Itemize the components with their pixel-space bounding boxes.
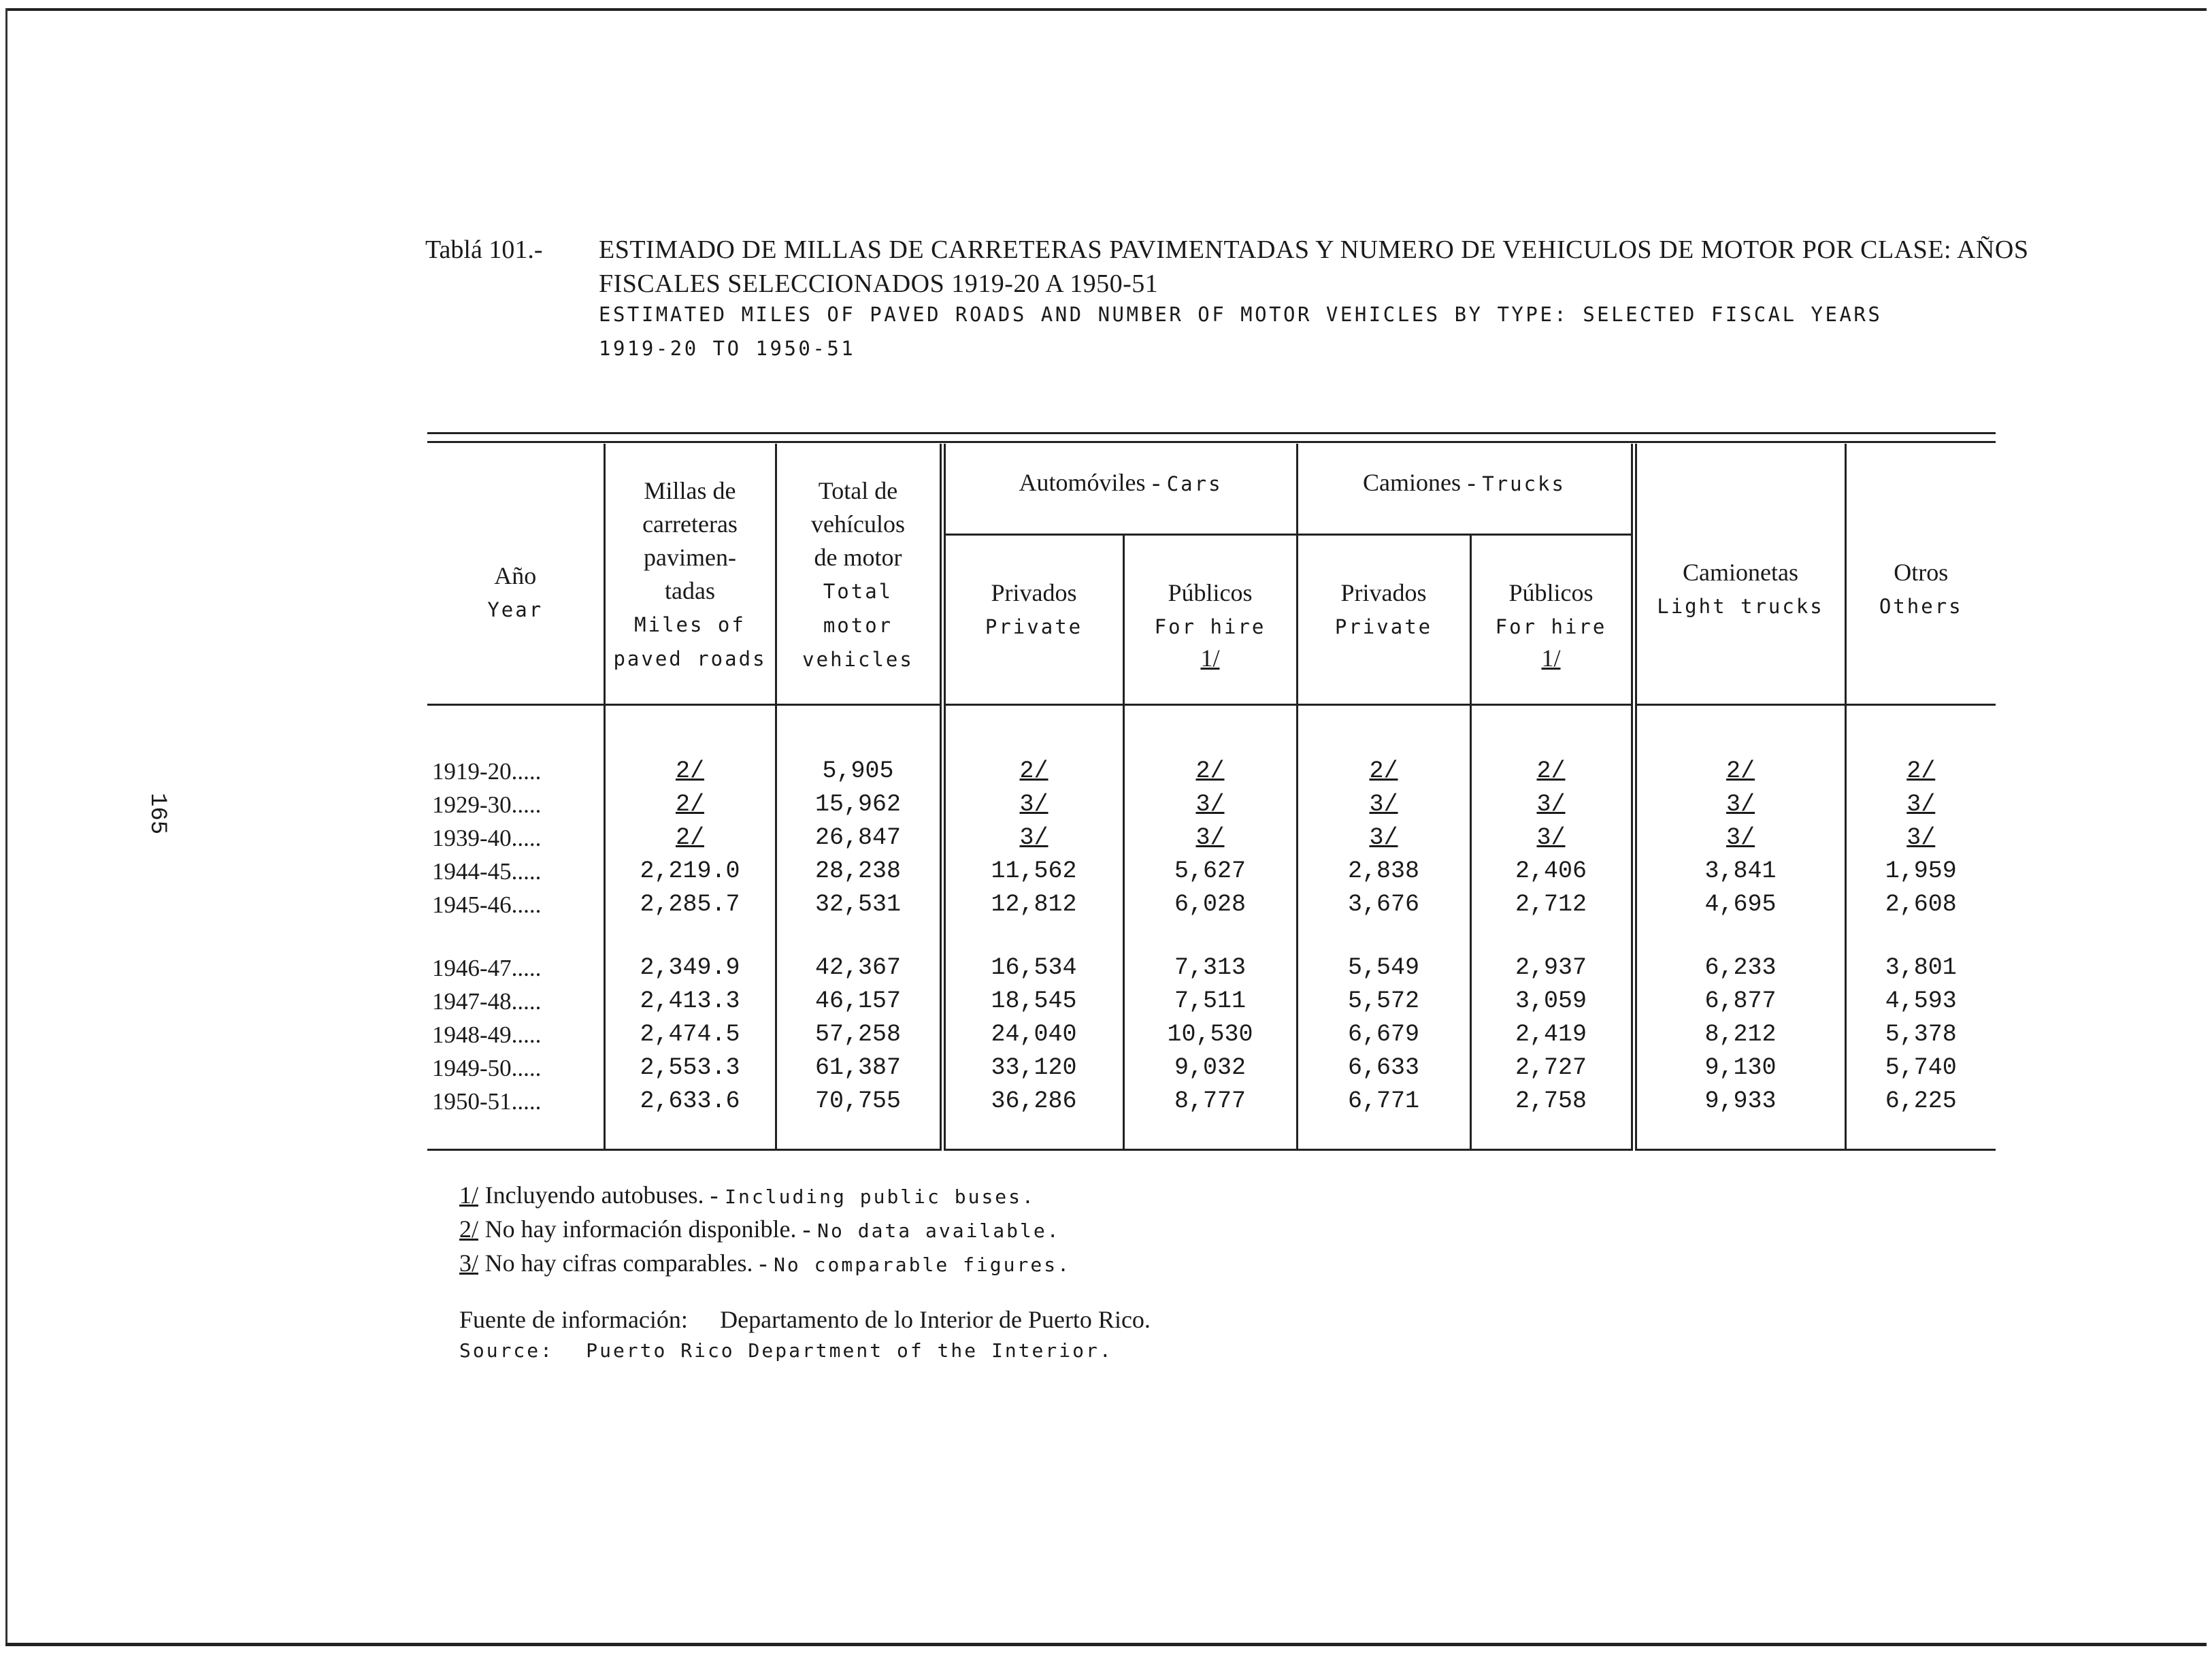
footnotes <box>459 1181 1956 1283</box>
spacer-cell <box>1634 921 1845 951</box>
header-trucks-private-es: Privados <box>1340 579 1427 606</box>
header-cars-private-es: Privados <box>991 579 1077 606</box>
header-total-es-3: de motor <box>814 544 902 571</box>
light-trucks-cell: 9,130 <box>1634 1051 1845 1085</box>
total-vehicles-cell: 46,157 <box>776 985 942 1018</box>
spacer-cell <box>1845 921 1996 951</box>
table-label: Tablá 101.- <box>425 235 543 264</box>
header-light-trucks <box>1634 444 1845 705</box>
spacer-cell <box>1297 705 1470 755</box>
year-cell: 1946-47..... <box>432 955 542 981</box>
cars-public-cell: 10,530 <box>1123 1018 1297 1051</box>
light-trucks-cell: 4,695 <box>1634 888 1845 921</box>
trucks-private-cell: 3/ <box>1297 821 1470 855</box>
header-total-en-1: Total <box>823 580 893 603</box>
header-trucks-en: Trucks <box>1482 472 1566 495</box>
table-row <box>427 1018 1996 1051</box>
year-cell: 1944-45..... <box>432 858 542 885</box>
spacer-cell <box>1845 705 1996 755</box>
header-year <box>427 444 604 705</box>
source-english <box>459 1339 1956 1373</box>
footnote-1-mark: 1/ <box>459 1181 479 1209</box>
cars-private-cell: 12,812 <box>942 888 1123 921</box>
others-cell: 3,801 <box>1845 951 1996 985</box>
table-row <box>427 755 1996 788</box>
header-trucks-public-es: Públicos <box>1508 579 1594 606</box>
header-cars-group <box>942 444 1297 535</box>
header-trucks-public-footnote-ref: 1/ <box>1541 644 1561 672</box>
trucks-public-cell: 2/ <box>1470 755 1634 788</box>
total-vehicles-cell: 26,847 <box>776 821 942 855</box>
trucks-private-cell: 6,633 <box>1297 1051 1470 1085</box>
light-trucks-cell: 6,877 <box>1634 985 1845 1018</box>
footnote-3-en: No comparable figures. <box>774 1254 1071 1276</box>
others-cell: 2/ <box>1845 755 1996 788</box>
spacer-cell <box>427 1118 604 1150</box>
others-cell: 6,225 <box>1845 1085 1996 1118</box>
source-es-label: Fuente de información: <box>459 1306 688 1333</box>
cars-public-cell: 7,313 <box>1123 951 1297 985</box>
spacer-row <box>427 921 1996 951</box>
trucks-private-cell: 6,679 <box>1297 1018 1470 1051</box>
trucks-public-cell: 2,758 <box>1470 1085 1634 1118</box>
header-light-trucks-es: Camionetas <box>1683 559 1798 586</box>
header-cars-en: Cars <box>1166 472 1223 495</box>
miles-cell: 2,219.0 <box>604 855 776 888</box>
header-trucks-private <box>1297 535 1470 705</box>
header-cars-public-es: Públicos <box>1168 579 1253 606</box>
footnote-1-es: Incluyendo autobuses. - <box>484 1181 719 1209</box>
cars-private-cell: 11,562 <box>942 855 1123 888</box>
year-cell: 1949-50..... <box>432 1055 542 1081</box>
header-total-es-2: vehículos <box>811 510 905 538</box>
spacer-cell <box>1845 1118 1996 1150</box>
table-row <box>427 1085 1996 1118</box>
header-total-vehicles <box>776 444 942 705</box>
footnote-2 <box>459 1215 1956 1249</box>
source-en-label: Source: <box>459 1339 555 1362</box>
light-trucks-cell: 6,233 <box>1634 951 1845 985</box>
cars-public-cell: 9,032 <box>1123 1051 1297 1085</box>
cars-private-cell: 36,286 <box>942 1085 1123 1118</box>
trucks-public-cell: 2,419 <box>1470 1018 1634 1051</box>
spacer-cell <box>942 1118 1123 1150</box>
light-trucks-cell: 3/ <box>1634 821 1845 855</box>
source-spanish <box>459 1305 1956 1339</box>
trucks-private-cell: 3,676 <box>1297 888 1470 921</box>
header-miles-es-4: tadas <box>665 577 715 604</box>
others-cell: 5,378 <box>1845 1018 1996 1051</box>
page-left-border <box>5 8 7 1646</box>
table-row <box>427 888 1996 921</box>
cars-private-cell: 3/ <box>942 821 1123 855</box>
table-title <box>425 235 2029 371</box>
miles-cell: 2/ <box>604 788 776 821</box>
footnote-2-mark: 2/ <box>459 1215 479 1243</box>
spacer-cell <box>604 705 776 755</box>
year-cell: 1919-20..... <box>432 758 542 785</box>
title-spanish-line-2: FISCALES SELECCIONADOS 1919-20 A 1950-51 <box>599 269 1159 298</box>
header-cars-public-footnote-ref: 1/ <box>1200 644 1220 672</box>
footnote-2-es: No hay información disponible. - <box>484 1215 811 1243</box>
total-vehicles-cell: 32,531 <box>776 888 942 921</box>
footnote-1-en: Including public buses. <box>725 1185 1036 1208</box>
cars-private-cell: 24,040 <box>942 1018 1123 1051</box>
spacer-cell <box>1470 921 1634 951</box>
spacer-cell <box>942 921 1123 951</box>
table-row <box>427 951 1996 985</box>
footnote-3-es: No hay cifras comparables. - <box>484 1249 767 1277</box>
trucks-private-cell: 5,549 <box>1297 951 1470 985</box>
header-miles-es-3: pavimen- <box>644 544 736 571</box>
year-cell: 1948-49..... <box>432 1021 542 1048</box>
header-total-en-3: vehicles <box>802 648 914 671</box>
header-cars-public-en: For hire <box>1154 615 1266 638</box>
table-row <box>427 821 1996 855</box>
source-en-text: Puerto Rico Department of the Interior. <box>586 1339 1113 1362</box>
light-trucks-cell: 2/ <box>1634 755 1845 788</box>
year-cell: 1929-30..... <box>432 791 542 818</box>
header-miles-es-2: carreteras <box>642 510 738 538</box>
cars-public-cell: 6,028 <box>1123 888 1297 921</box>
cars-public-cell: 8,777 <box>1123 1085 1297 1118</box>
spacer-cell <box>942 705 1123 755</box>
total-vehicles-cell: 5,905 <box>776 755 942 788</box>
spacer-cell <box>1470 705 1634 755</box>
trucks-private-cell: 6,771 <box>1297 1085 1470 1118</box>
trucks-public-cell: 2,727 <box>1470 1051 1634 1085</box>
spacer-cell <box>604 1118 776 1150</box>
miles-cell: 2/ <box>604 821 776 855</box>
light-trucks-cell: 9,933 <box>1634 1085 1845 1118</box>
trucks-private-cell: 2,838 <box>1297 855 1470 888</box>
header-miles <box>604 444 776 705</box>
page-bottom-border <box>5 1643 2207 1646</box>
spacer-cell <box>604 921 776 951</box>
spacer-cell <box>776 705 942 755</box>
cars-public-cell: 3/ <box>1123 821 1297 855</box>
table-top-rule <box>427 432 1996 434</box>
spacer-cell <box>1123 705 1297 755</box>
header-year-es: Año <box>494 562 537 589</box>
others-cell: 1,959 <box>1845 855 1996 888</box>
footnote-1 <box>459 1181 1956 1215</box>
table-top-rule-2 <box>427 441 1996 443</box>
header-cars-private <box>942 535 1123 705</box>
others-cell: 4,593 <box>1845 985 1996 1018</box>
total-vehicles-cell: 61,387 <box>776 1051 942 1085</box>
header-cars-private-en: Private <box>985 615 1083 638</box>
total-vehicles-cell: 42,367 <box>776 951 942 985</box>
header-miles-en-2: paved roads <box>613 647 767 670</box>
trucks-public-cell: 2,937 <box>1470 951 1634 985</box>
spacer-cell <box>1123 921 1297 951</box>
light-trucks-cell: 8,212 <box>1634 1018 1845 1051</box>
footnote-3-mark: 3/ <box>459 1249 479 1277</box>
source-es-text: Departamento de lo Interior de Puerto Rico. <box>720 1306 1151 1333</box>
title-english-line-2: 1919-20 TO 1950-51 <box>599 337 856 360</box>
miles-cell: 2,413.3 <box>604 985 776 1018</box>
header-cars-es: Automóviles <box>1019 469 1146 496</box>
trucks-public-cell: 3/ <box>1470 821 1634 855</box>
trucks-private-cell: 2/ <box>1297 755 1470 788</box>
spacer-cell <box>776 1118 942 1150</box>
header-miles-en-1: Miles of <box>634 613 746 636</box>
cars-private-cell: 33,120 <box>942 1051 1123 1085</box>
spacer-cell <box>427 921 604 951</box>
trucks-public-cell: 3,059 <box>1470 985 1634 1018</box>
table-row <box>427 985 1996 1018</box>
header-total-es-1: Total de <box>818 477 898 504</box>
page-top-border <box>5 8 2207 11</box>
miles-cell: 2/ <box>604 755 776 788</box>
spacer-cell <box>1634 1118 1845 1150</box>
miles-cell: 2,553.3 <box>604 1051 776 1085</box>
spacer-cell <box>776 921 942 951</box>
header-year-en: Year <box>487 598 544 621</box>
miles-cell: 2,633.6 <box>604 1085 776 1118</box>
header-total-en-2: motor <box>823 614 893 637</box>
header-miles-es-1: Millas de <box>644 477 736 504</box>
spacer-cell <box>1297 921 1470 951</box>
spacer-cell <box>427 705 604 755</box>
cars-public-cell: 3/ <box>1123 788 1297 821</box>
header-cars-public <box>1123 535 1297 705</box>
cars-private-cell: 3/ <box>942 788 1123 821</box>
spacer-cell <box>1470 1118 1634 1150</box>
light-trucks-cell: 3,841 <box>1634 855 1845 888</box>
spacer-cell <box>1297 1118 1470 1150</box>
header-others <box>1845 444 1996 705</box>
others-cell: 2,608 <box>1845 888 1996 921</box>
table-row <box>427 1051 1996 1085</box>
trucks-private-cell: 3/ <box>1297 788 1470 821</box>
title-spanish-line-1: ESTIMADO DE MILLAS DE CARRETERAS PAVIMENTADAS Y NUMERO DE VEHICULOS DE MOTOR POR CLASE: AÑOS <box>599 235 2029 264</box>
spacer-cell <box>1634 705 1845 755</box>
total-vehicles-cell: 70,755 <box>776 1085 942 1118</box>
header-light-trucks-en: Light trucks <box>1657 595 1824 618</box>
total-vehicles-cell: 57,258 <box>776 1018 942 1051</box>
light-trucks-cell: 3/ <box>1634 788 1845 821</box>
others-cell: 3/ <box>1845 788 1996 821</box>
footnote-3 <box>459 1249 1956 1283</box>
year-cell: 1945-46..... <box>432 891 542 918</box>
header-trucks-group <box>1297 444 1634 535</box>
header-trucks-dash: - <box>1467 469 1476 496</box>
miles-cell: 2,474.5 <box>604 1018 776 1051</box>
year-cell: 1950-51..... <box>432 1088 542 1115</box>
header-others-en: Others <box>1879 595 1963 618</box>
header-cars-dash: - <box>1152 469 1161 496</box>
header-trucks-public-en: For hire <box>1495 615 1607 638</box>
cars-public-cell: 5,627 <box>1123 855 1297 888</box>
spacer-row <box>427 1118 1996 1150</box>
miles-cell: 2,285.7 <box>604 888 776 921</box>
cars-public-cell: 7,511 <box>1123 985 1297 1018</box>
footnote-2-en: No data available. <box>817 1220 1061 1242</box>
header-others-es: Otros <box>1894 559 1949 586</box>
header-trucks-private-en: Private <box>1334 615 1433 638</box>
title-english-line-1: ESTIMATED MILES OF PAVED ROADS AND NUMBER OF MOTOR VEHICLES BY TYPE: SELECTED FISCAL YEARS <box>599 303 1883 326</box>
spacer-cell <box>1123 1118 1297 1150</box>
others-cell: 3/ <box>1845 821 1996 855</box>
cars-private-cell: 2/ <box>942 755 1123 788</box>
trucks-public-cell: 3/ <box>1470 788 1634 821</box>
cars-public-cell: 2/ <box>1123 755 1297 788</box>
total-vehicles-cell: 15,962 <box>776 788 942 821</box>
table-row <box>427 788 1996 821</box>
miles-cell: 2,349.9 <box>604 951 776 985</box>
data-table <box>427 444 1996 1151</box>
source-note <box>459 1305 1956 1373</box>
page-number: 165 <box>144 793 170 835</box>
total-vehicles-cell: 28,238 <box>776 855 942 888</box>
year-cell: 1947-48..... <box>432 988 542 1015</box>
trucks-public-cell: 2,406 <box>1470 855 1634 888</box>
year-cell: 1939-40..... <box>432 825 542 851</box>
header-trucks-public <box>1470 535 1634 705</box>
cars-private-cell: 16,534 <box>942 951 1123 985</box>
table-row <box>427 855 1996 888</box>
header-trucks-es: Camiones <box>1363 469 1461 496</box>
trucks-private-cell: 5,572 <box>1297 985 1470 1018</box>
trucks-public-cell: 2,712 <box>1470 888 1634 921</box>
cars-private-cell: 18,545 <box>942 985 1123 1018</box>
others-cell: 5,740 <box>1845 1051 1996 1085</box>
